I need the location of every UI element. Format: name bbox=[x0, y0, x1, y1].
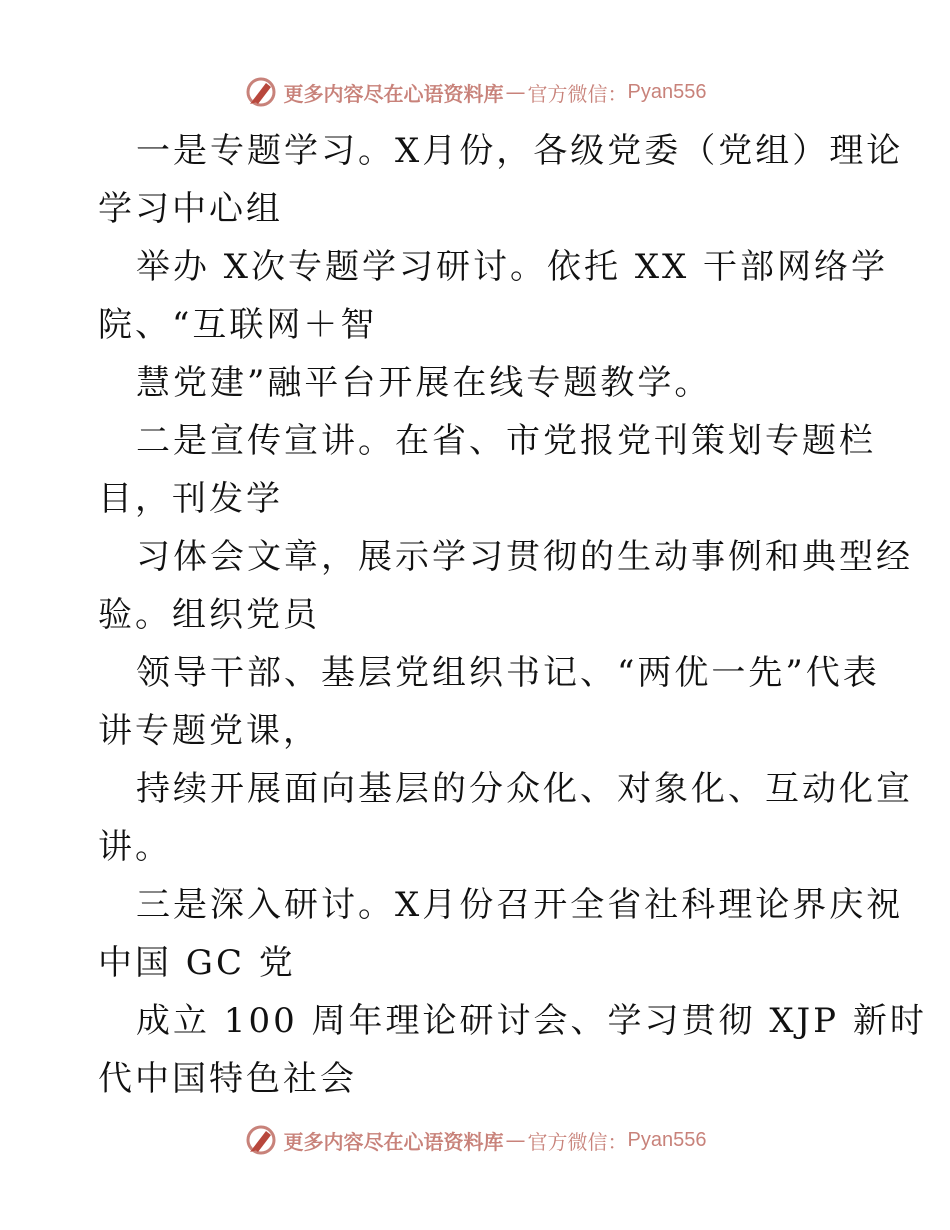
body-line: 二是宣传宣讲。在省、市党报党刊策划专题栏 bbox=[136, 421, 876, 461]
body-line: 一是专题学习。X月份，各级党委（党组）理论 bbox=[136, 131, 904, 171]
body-line: 持续开展面向基层的分众化、对象化、互动化宣 bbox=[136, 769, 913, 809]
banner-dash: — bbox=[505, 80, 526, 104]
body-line: 成立 100 周年理论研讨会、学习贯彻 XJP 新时 bbox=[136, 1001, 927, 1041]
banner-official-label: 官方微信： bbox=[527, 1129, 628, 1154]
pen-nib-logo-icon bbox=[244, 75, 278, 109]
body-line: 学习中心组 bbox=[98, 189, 283, 229]
body-line: 目，刊发学 bbox=[98, 479, 283, 519]
body-line: 中国 GC 党 bbox=[98, 943, 296, 983]
body-line: 讲。 bbox=[98, 827, 172, 867]
body-line: 习体会文章，展示学习贯彻的生动事例和典型经 bbox=[136, 537, 913, 577]
body-line: 代中国特色社会 bbox=[98, 1059, 357, 1099]
banner-wechat-id: Pyan556 bbox=[627, 80, 707, 103]
banner-site-text: 更多内容尽在心语资料库 bbox=[283, 81, 504, 106]
body-line: 院、“互联网＋智 bbox=[98, 305, 378, 345]
body-line: 验。组织党员 bbox=[98, 595, 320, 635]
banner-wechat-id: Pyan556 bbox=[627, 1128, 707, 1151]
banner-dash: — bbox=[505, 1128, 526, 1152]
body-line: 领导干部、基层党组织书记、“两优一先”代表 bbox=[136, 653, 880, 693]
footer-banner bbox=[0, 1120, 950, 1160]
body-line: 举办 X次专题学习研讨。依托 XX 干部网络学 bbox=[136, 247, 889, 287]
banner-official-label: 官方微信： bbox=[527, 81, 628, 106]
document-body bbox=[98, 122, 927, 1108]
header-banner bbox=[0, 72, 950, 112]
body-line: 慧党建”融平台开展在线专题教学。 bbox=[136, 363, 712, 403]
banner-site-text: 更多内容尽在心语资料库 bbox=[283, 1129, 504, 1154]
pen-nib-logo-icon bbox=[244, 1123, 278, 1157]
body-line: 讲专题党课， bbox=[98, 711, 320, 751]
body-line: 三是深入研讨。X月份召开全省社科理论界庆祝 bbox=[136, 885, 904, 925]
